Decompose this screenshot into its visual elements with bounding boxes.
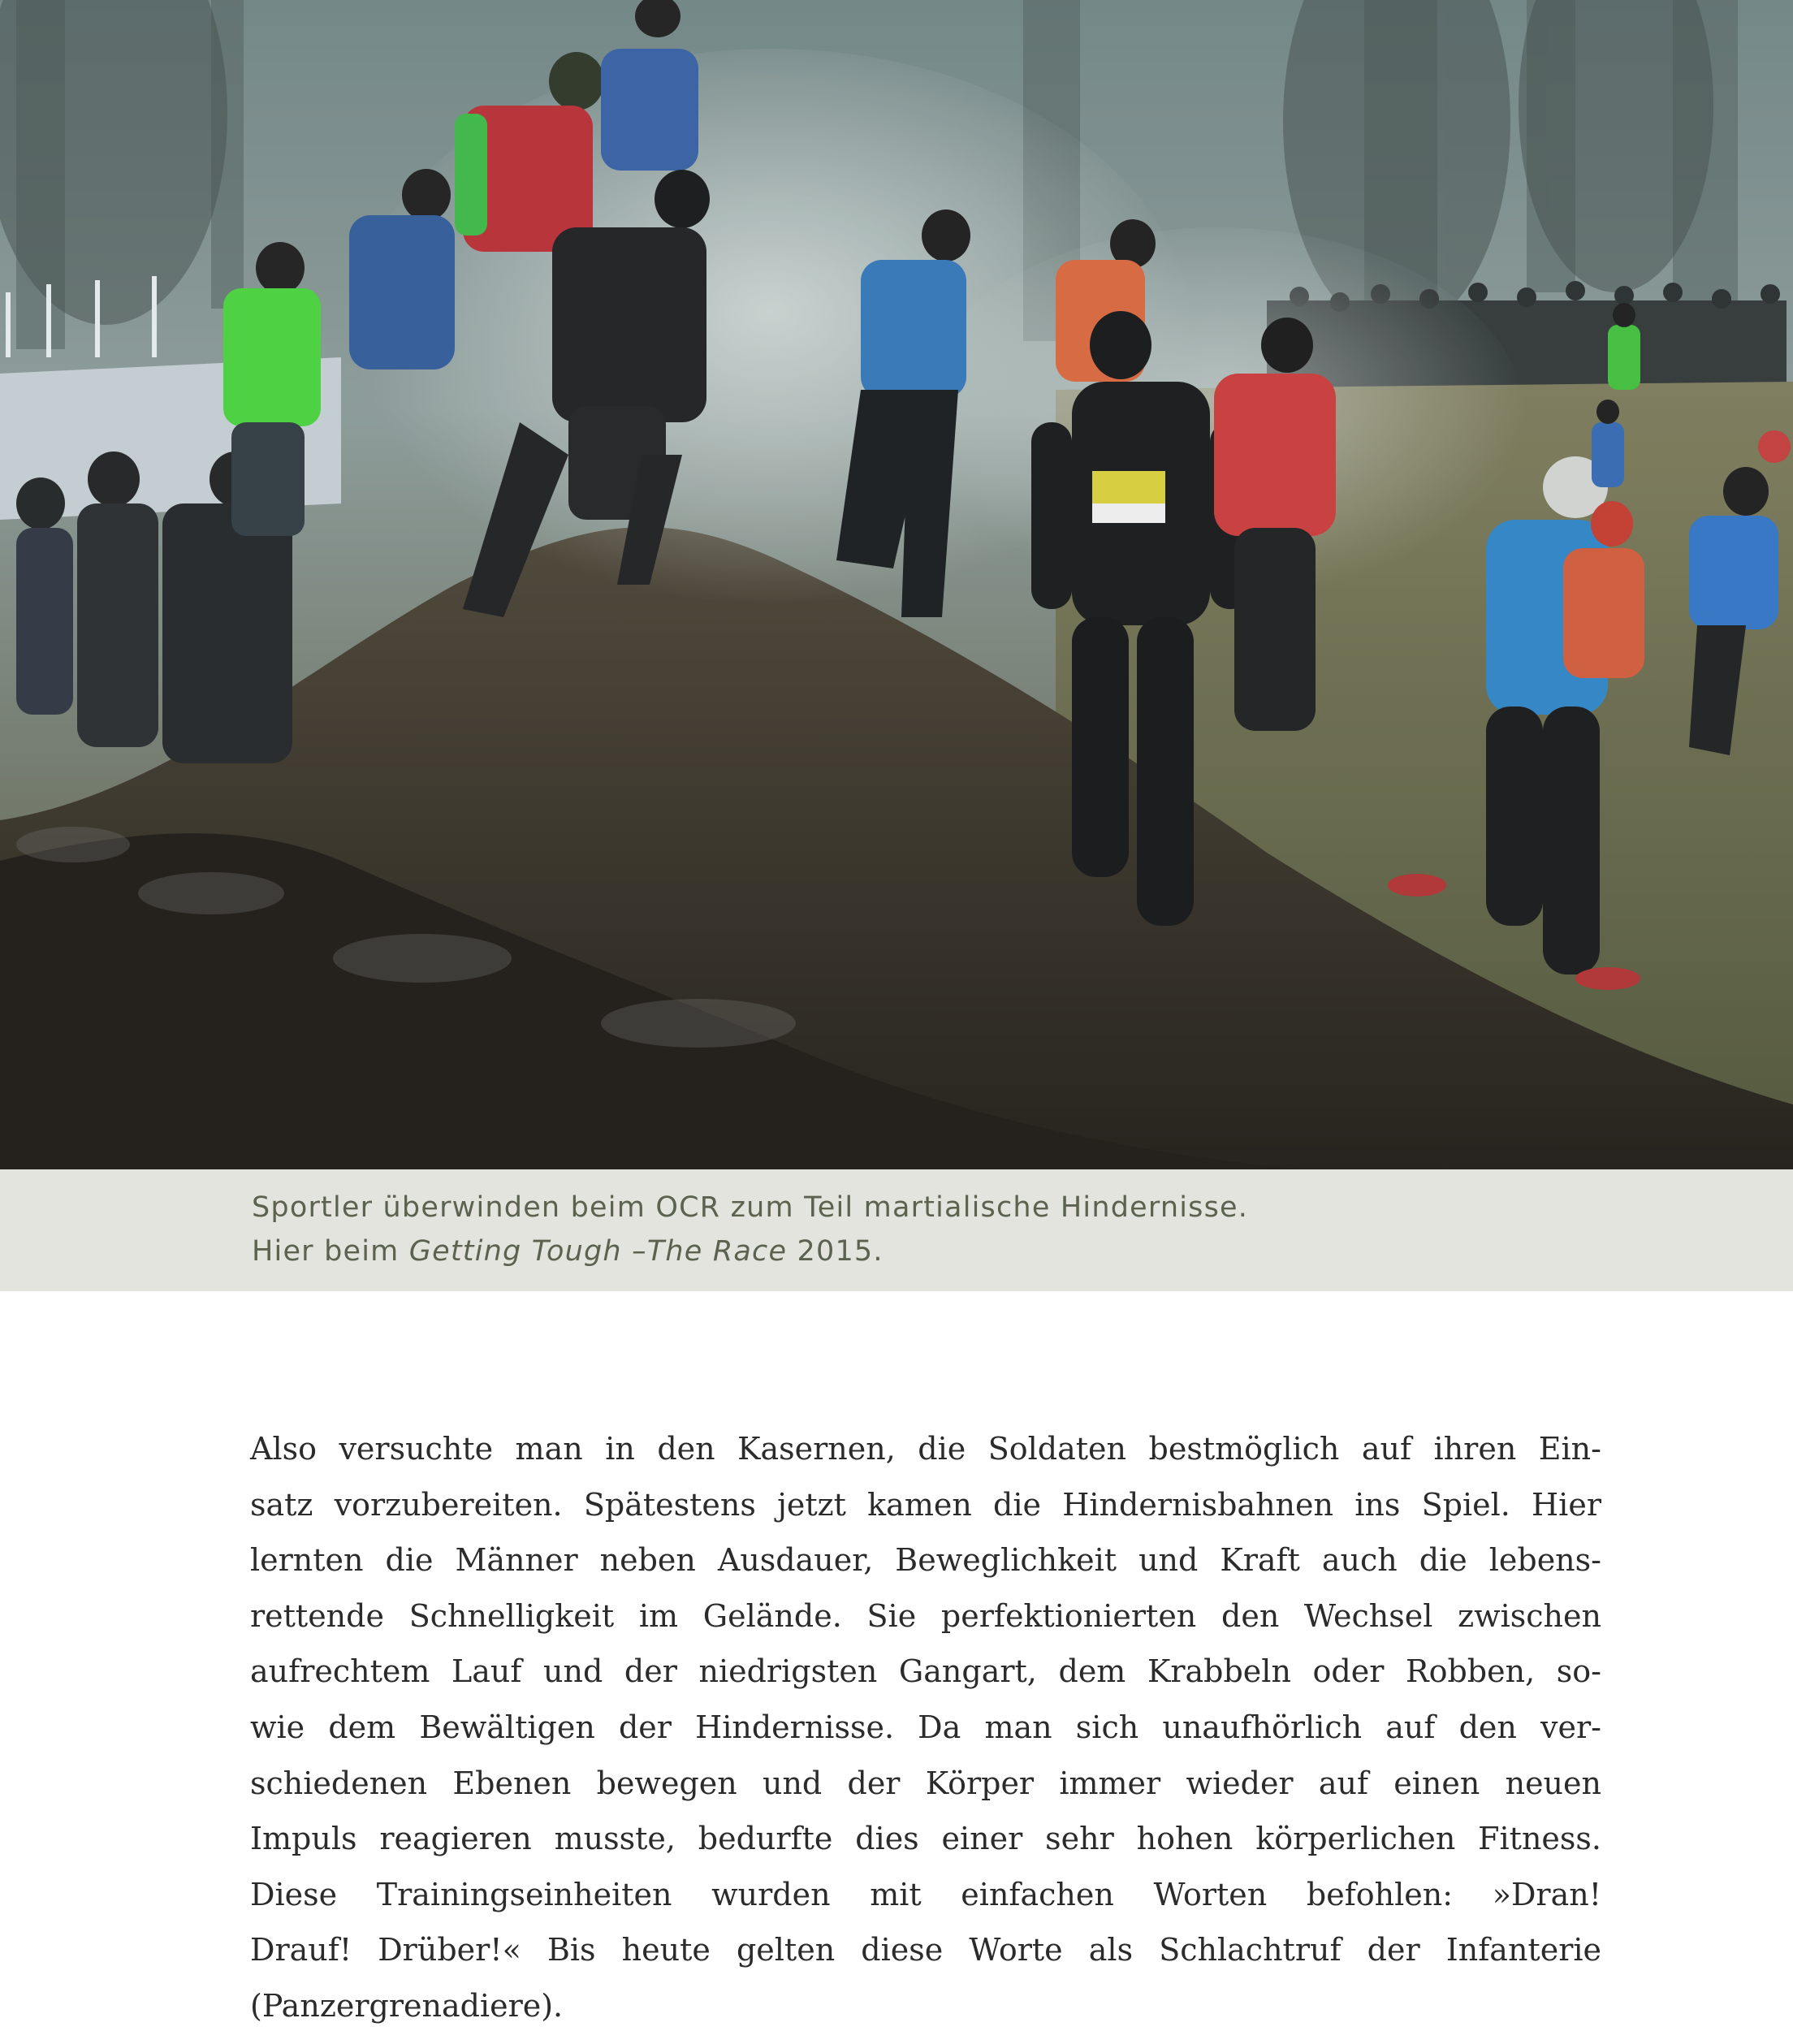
- body-line: Impuls reagieren musste, bedurfte dies einer sehr hohen körperlichen Fitness.: [250, 1821, 1601, 1857]
- caption-line-1: Sportler überwinden beim OCR zum Teil martialische Hindernisse.: [252, 1191, 1249, 1224]
- body-line: lernten die Männer neben Ausdauer, Beweglichkeit und Kraft auch die lebens-: [250, 1542, 1601, 1579]
- body-line: rettende Schnelligkeit im Gelände. Sie perfektionierten den Wechsel zwischen: [250, 1597, 1601, 1634]
- body-line: Also versuchte man in den Kasernen, die Soldaten bestmöglich auf ihren Ein-: [250, 1431, 1601, 1467]
- caption-line-2-suffix: 2015.: [787, 1235, 884, 1268]
- caption-line-2: [252, 1229, 1632, 1273]
- caption-line-2-prefix: Hier beim: [252, 1235, 409, 1268]
- body-paragraph: [250, 1421, 1601, 2034]
- body-line: Drauf! Drüber!« Bis heute gelten diese Worte als Schlachtruf der Infanterie: [250, 1932, 1601, 1968]
- body-line: Diese Trainingseinheiten wurden mit einfachen Worten befohlen: »Dran!: [250, 1876, 1601, 1912]
- body-line: aufrechtem Lauf und der niedrigsten Gangart, dem Krabbeln oder Robben, so-: [250, 1653, 1601, 1690]
- caption-event-name: Getting Tough –The Race: [408, 1235, 788, 1268]
- body-line-last: (Panzergrenadiere).: [250, 1987, 564, 2024]
- body-line: satz vorzubereiten. Spätestens jetzt kamen die Hindernisbahnen ins Spiel. Hier: [250, 1486, 1601, 1523]
- photo-caption: [252, 1186, 1632, 1273]
- body-line: wie dem Bewältigen der Hindernisse. Da man sich unaufhörlich auf den ver-: [250, 1709, 1601, 1745]
- body-line: schiedenen Ebenen bewegen und der Körper immer wieder auf einen neuen: [250, 1765, 1601, 1801]
